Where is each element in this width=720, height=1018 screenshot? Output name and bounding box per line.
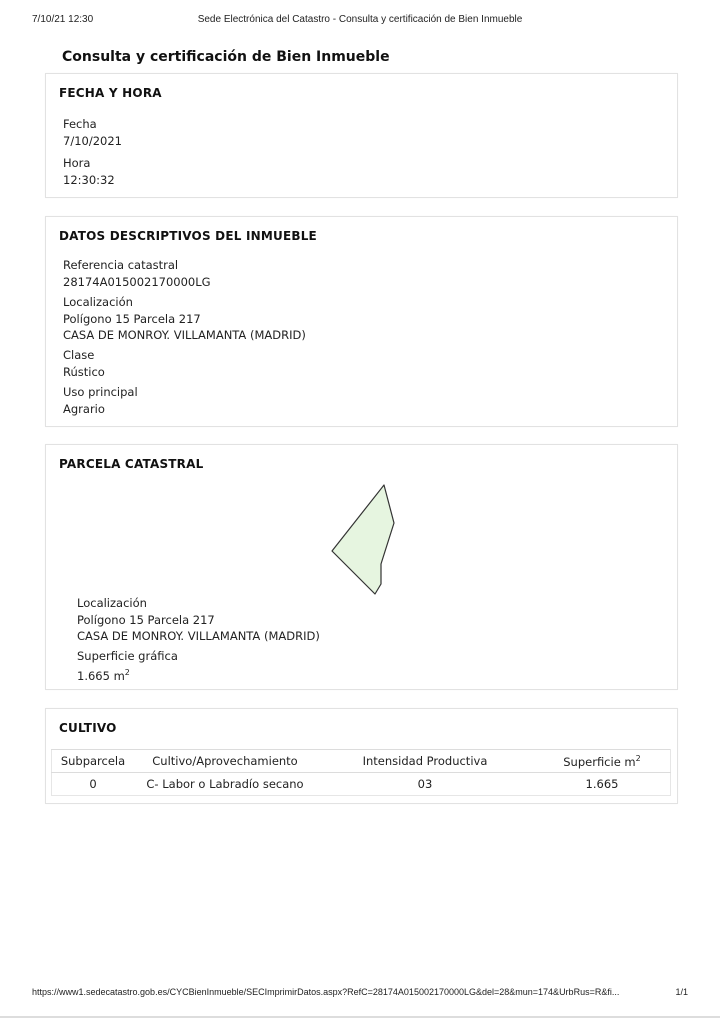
datos-descriptivos-panel [45,216,678,427]
fecha-hora-title: FECHA Y HORA [59,86,162,100]
cell-subparcela: 0 [52,773,135,796]
print-header [32,14,688,28]
superficie-field [77,648,178,684]
fecha-value: 7/10/2021 [63,134,122,148]
parcela-localizacion-line2: CASA DE MONROY. VILLAMANTA (MADRID) [77,629,320,643]
cultivo-header-row [52,750,671,773]
header-superficie-exponent: 2 [635,753,641,763]
parcela-catastral-panel [45,444,678,690]
referencia-field [63,257,211,290]
parcela-localizacion-field [77,595,320,644]
header-superficie-label: Superficie m [563,754,636,769]
clase-field [63,347,105,380]
fecha-hora-panel [45,73,678,198]
clase-value: Rústico [63,365,105,379]
fecha-field [63,116,122,149]
uso-field [63,384,138,417]
print-document-title: Sede Electrónica del Catastro - Consulta y certificación de Bien Inmueble [197,14,523,25]
cell-intensidad: 03 [316,773,534,796]
cultivo-table [51,749,671,796]
parcel-shape [332,485,394,594]
parcela-localizacion-label: Localización [77,596,147,610]
uso-value: Agrario [63,402,105,416]
fecha-label: Fecha [63,117,97,131]
clase-label: Clase [63,348,95,362]
print-url: https://www1.sedecatastro.gob.es/CYCBienInmueble/SECImprimirDatos.aspx?RefC=28174A015002170000LG&del=28&mun=174&UrbRus=R&fi... [32,987,620,997]
referencia-label: Referencia catastral [63,258,179,272]
header-subparcela: Subparcela [52,750,135,773]
cell-superficie: 1.665 [534,773,671,796]
uso-label: Uso principal [63,385,138,399]
hora-value: 12:30:32 [63,173,115,187]
header-cultivo: Cultivo/Aprovechamiento [134,750,316,773]
print-footer [32,987,688,1001]
page-title: Consulta y certificación de Bien Inmueble [62,49,390,65]
parcela-catastral-title: PARCELA CATASTRAL [59,457,204,471]
cultivo-title: CULTIVO [59,721,117,735]
cell-cultivo: C- Labor o Labradío secano [134,773,316,796]
datos-descriptivos-title: DATOS DESCRIPTIVOS DEL INMUEBLE [59,229,317,243]
parcela-localizacion-line1: Polígono 15 Parcela 217 [77,613,215,627]
header-intensidad: Intensidad Productiva [316,750,534,773]
parcel-map [326,480,406,600]
superficie-value-line [77,665,178,684]
table-row [52,773,671,796]
localizacion-label: Localización [63,295,133,309]
hora-label: Hora [63,156,91,170]
localizacion-line2: CASA DE MONROY. VILLAMANTA (MADRID) [63,328,306,342]
referencia-value: 28174A015002170000LG [63,275,211,289]
print-page-count: 1/1 [675,987,688,997]
localizacion-field [63,294,306,343]
localizacion-line1: Polígono 15 Parcela 217 [63,312,201,326]
header-superficie [534,750,671,773]
superficie-unit: m [113,668,125,683]
cultivo-panel [45,708,678,804]
print-date: 7/10/21 12:30 [32,14,94,25]
hora-field [63,155,115,188]
superficie-exponent: 2 [124,668,130,677]
superficie-label: Superficie gráfica [77,649,178,663]
superficie-value: 1.665 [77,668,110,683]
